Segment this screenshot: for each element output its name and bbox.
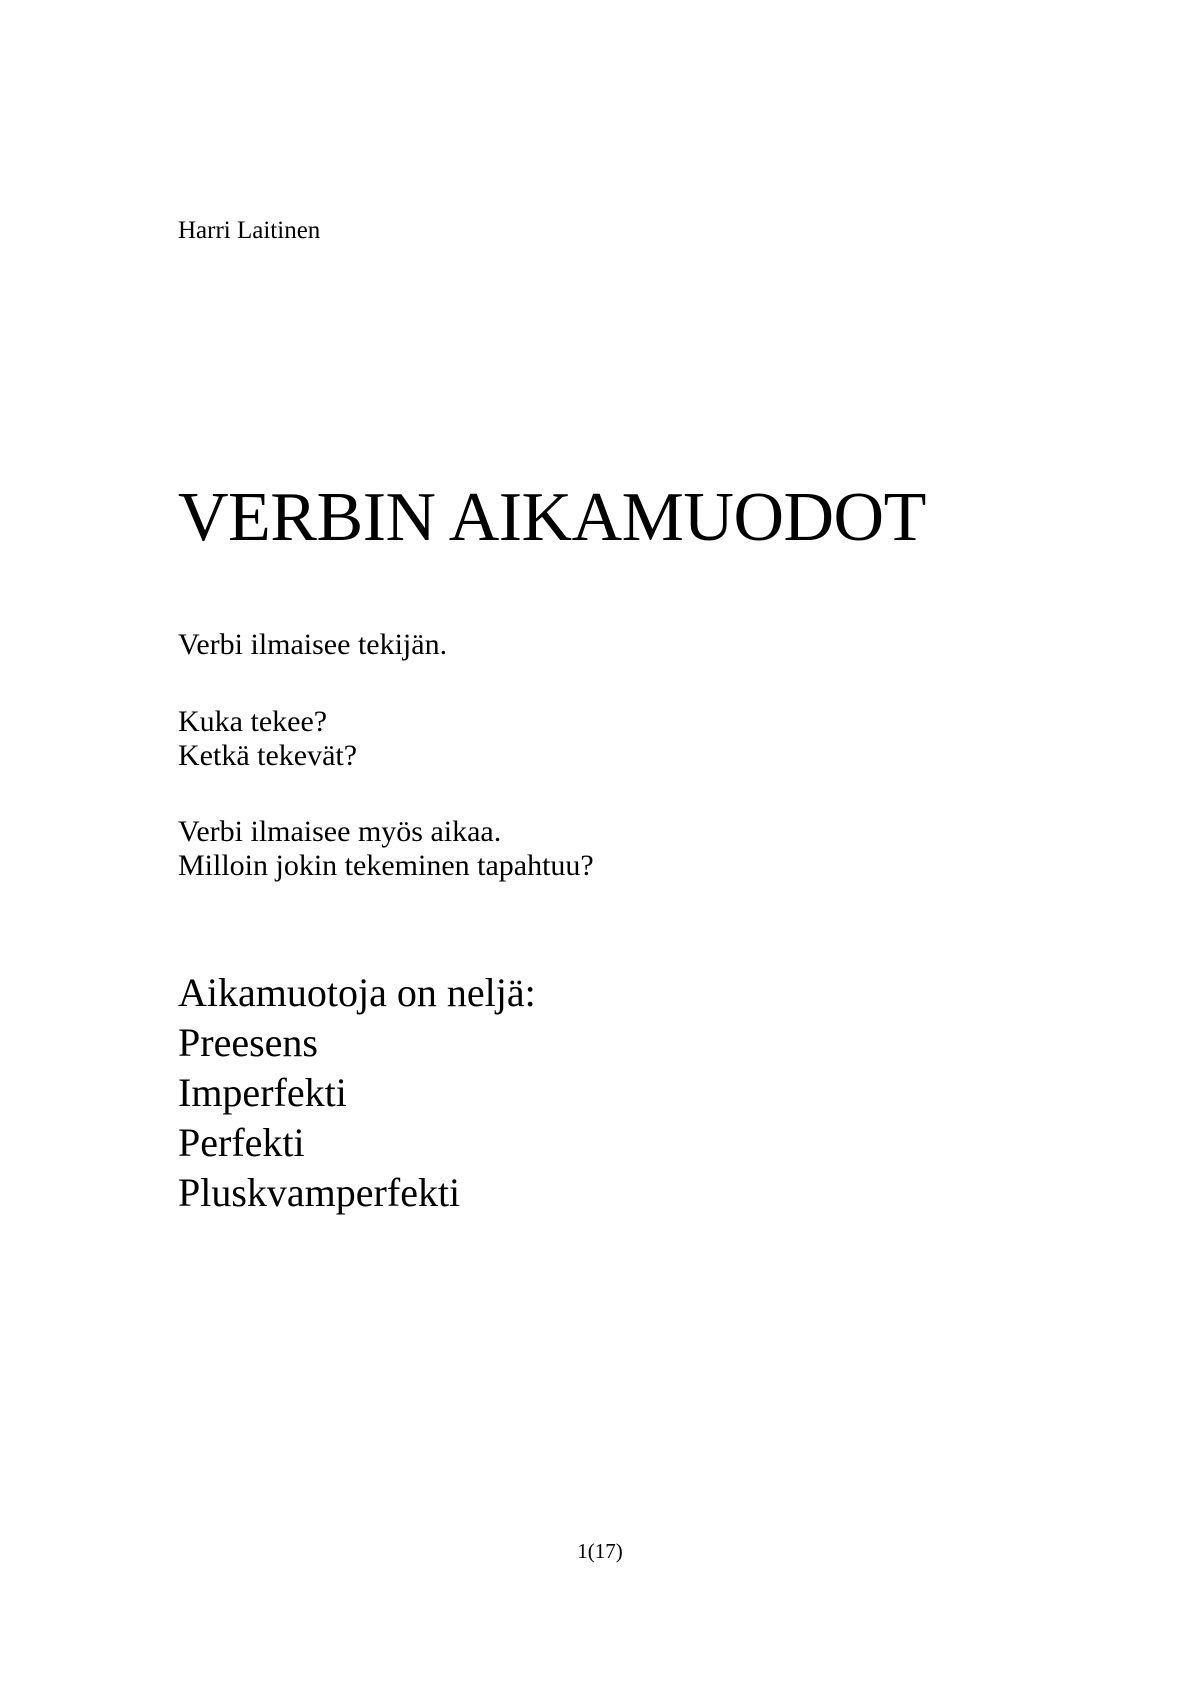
paragraph-verb-doer: Verbi ilmaisee tekijän.	[178, 628, 448, 661]
tenses-list	[178, 968, 536, 1218]
author-name: Harri Laitinen	[178, 217, 321, 244]
question-who-do-plural: Ketkä tekevät?	[178, 739, 358, 772]
paragraph-verb-time	[178, 815, 594, 883]
tense-item: Pluskvamperfekti	[178, 1170, 461, 1215]
tenses-heading: Aikamuotoja on neljä:	[178, 970, 536, 1015]
verb-time-statement: Verbi ilmaisee myös aikaa.	[178, 815, 502, 848]
document-title: VERBIN AIKAMUODOT	[178, 479, 926, 556]
tense-item: Imperfekti	[178, 1070, 347, 1115]
paragraph-questions	[178, 705, 357, 773]
question-who-does: Kuka tekee?	[178, 705, 328, 738]
tense-item: Preesens	[178, 1020, 318, 1065]
tense-item: Perfekti	[178, 1120, 305, 1165]
verb-time-question: Milloin jokin tekeminen tapahtuu?	[178, 849, 594, 882]
page-number: 1(17)	[577, 1539, 623, 1563]
